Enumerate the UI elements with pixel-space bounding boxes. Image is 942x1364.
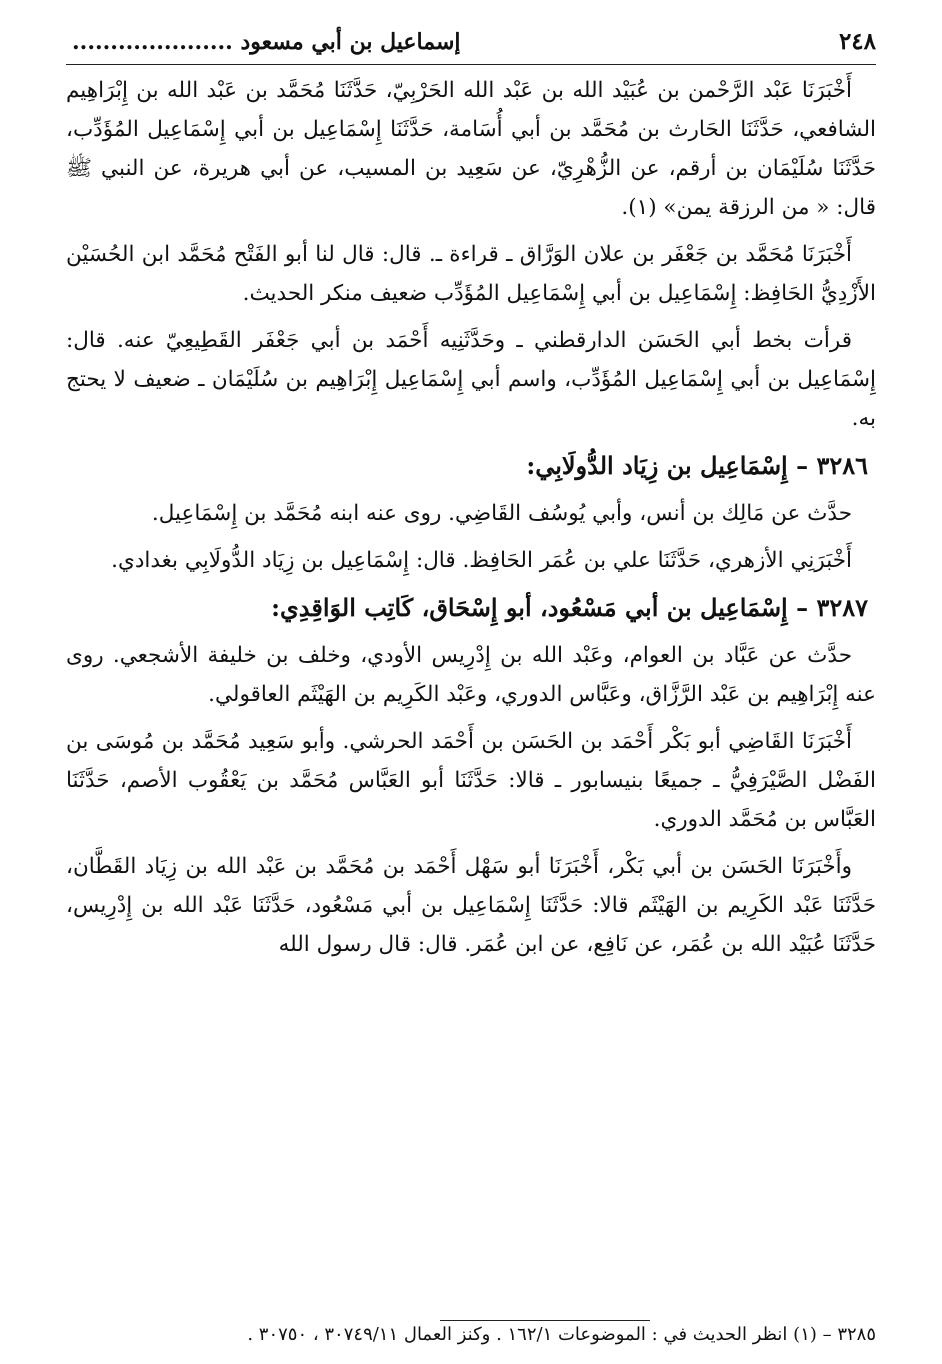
paragraph-entry-3286-bio: حدَّث عن مَالِك بن أنس، وأبي يُوسُف القَاضِي. روى عنه ابنه مُحَمَّد بن إِسْمَاعِيل. — [151, 501, 852, 526]
paragraph-narrator-grading: أَخْبَرَنَا مُحَمَّد بن جَعْفَر بن علان الوَرَّاق ـ قراءة ـ. قال: قال لنا أبو الفَتْح مُحَمَّد ابن الحُسَيْن الأَزْدِيُّ الحَافِظ: إِسْمَاعِيل بن أبي إِسْمَاعِيل المُؤَدِّب ضعيف منكر الحديث. — [66, 242, 876, 306]
paragraph-entry-3286-grading: أَخْبَرَنِي الأزهري، حَدَّثَنَا علي بن عُمَر الحَافِظ. قال: إِسْمَاعِيل بن زِيَاد الدُّولَابِي بغدادي. — [111, 548, 852, 573]
paragraph-entry-3287-bio: حدَّث عن عَبَّاد بن العوام، وعَبْد الله بن إِدْرِيس الأودي، وخلف بن خليفة الأشجعي. روى عنه إِبْرَاهِيم بن عَبْد الرَّزَّاق، وعَبَّاس الدوري، وعَبْد الكَرِيم بن الهَيْثَم العاقولي. — [66, 643, 876, 707]
paragraph-entry-3287-chain-1: أَخْبَرَنَا القَاضِي أبو بَكْر أَحْمَد بن الحَسَن بن أَحْمَد الحرشي. وأبو سَعِيد مُحَمَّد بن مُوسَى بن الفَضْل الصَّيْرَفِيُّ ـ جميعًا بنيسابور ـ قالا: حَدَّثَنَا أبو العَبَّاس مُحَمَّد بن يَعْقُوب الأصم، حَدَّثَنَا العَبَّاس بن مُحَمَّد الدوري. — [66, 729, 876, 832]
book-page — [66, 28, 876, 972]
last-paragraph-wrap — [66, 847, 876, 964]
paragraph-hadith-chain: أَخْبَرَنَا عَبْد الرَّحْمن بن عُبَيْد الله بن عَبْد الله الحَرْبِيّ، حَدَّثَنَا مُحَمَّد بن عَبْد الله بن إِبْرَاهِيم الشافعي، حَدَّثَنَا الحَارث بن مُحَمَّد بن أبي أُسَامة، حَدَّثَنَا إِسْمَاعِيل بن أبي إِسْمَاعِيل المُؤَدِّب، حَدَّثَنَا سُلَيْمَان بن أرقم، عن الزُّهْرِيّ، عن سَعِيد بن المسيب، عن أبي هريرة، عن النبي ﷺ قال: « من الرزقة يمن» (١). — [66, 78, 876, 220]
entry-heading-3287: ٣٢٨٧ – إِسْمَاعِيل بن أبي مَسْعُود، أبو إِسْحَاق، كَاتِب الوَاقِدِي: — [271, 593, 868, 622]
page-body — [66, 71, 876, 964]
running-title: إسماعيل بن أبي مسعود ..................... — [72, 29, 461, 55]
paragraph-entry-3287-chain-2: وأَخْبَرَنَا الحَسَن بن أبي بَكْر، أَخْبَرَنَا أبو سَهْل أَحْمَد بن مُحَمَّد بن عَبْد الله بن زِيَاد القَطَّان، حَدَّثَنَا عَبْد الكَرِيم بن الهَيْثَم قالا: حَدَّثَنَا إِسْمَاعِيل بن أبي مَسْعُود، حَدَّثَنَا عَبْد الله بن إِدْرِيس، حَدَّثَنَا عُبَيْد الله بن عُمَر، عن نَافِع، عن ابن عُمَر. قال: قال رسول الله — [66, 854, 876, 957]
footnote-separator — [440, 1320, 650, 1321]
paragraph-daraqutni-note: قرأت بخط أبي الحَسَن الدارقطني ـ وحَدَّثَنِيه أَحْمَد بن أبي جَعْفَر القَطِيعِيّ عنه. قال: إِسْمَاعِيل بن أبي إِسْمَاعِيل المُؤَدِّب، واسم أبي إِسْمَاعِيل إِبْرَاهِيم بن سُلَيْمَان ـ ضعيف لا يحتج به. — [66, 328, 876, 431]
entry-heading-3286: ٣٢٨٦ – إِسْمَاعِيل بن زِيَاد الدُّولَابِي: — [526, 451, 868, 480]
page-number: ٢٤٨ — [838, 28, 876, 55]
footnote: ٣٢٨٥ – (١) انظر الحديث في : الموضوعات ١٦٢/١ . وكنز العمال ٣٠٧٤٩/١١ ، ٣٠٧٥٠ . — [247, 1324, 876, 1345]
page-header — [66, 28, 876, 65]
